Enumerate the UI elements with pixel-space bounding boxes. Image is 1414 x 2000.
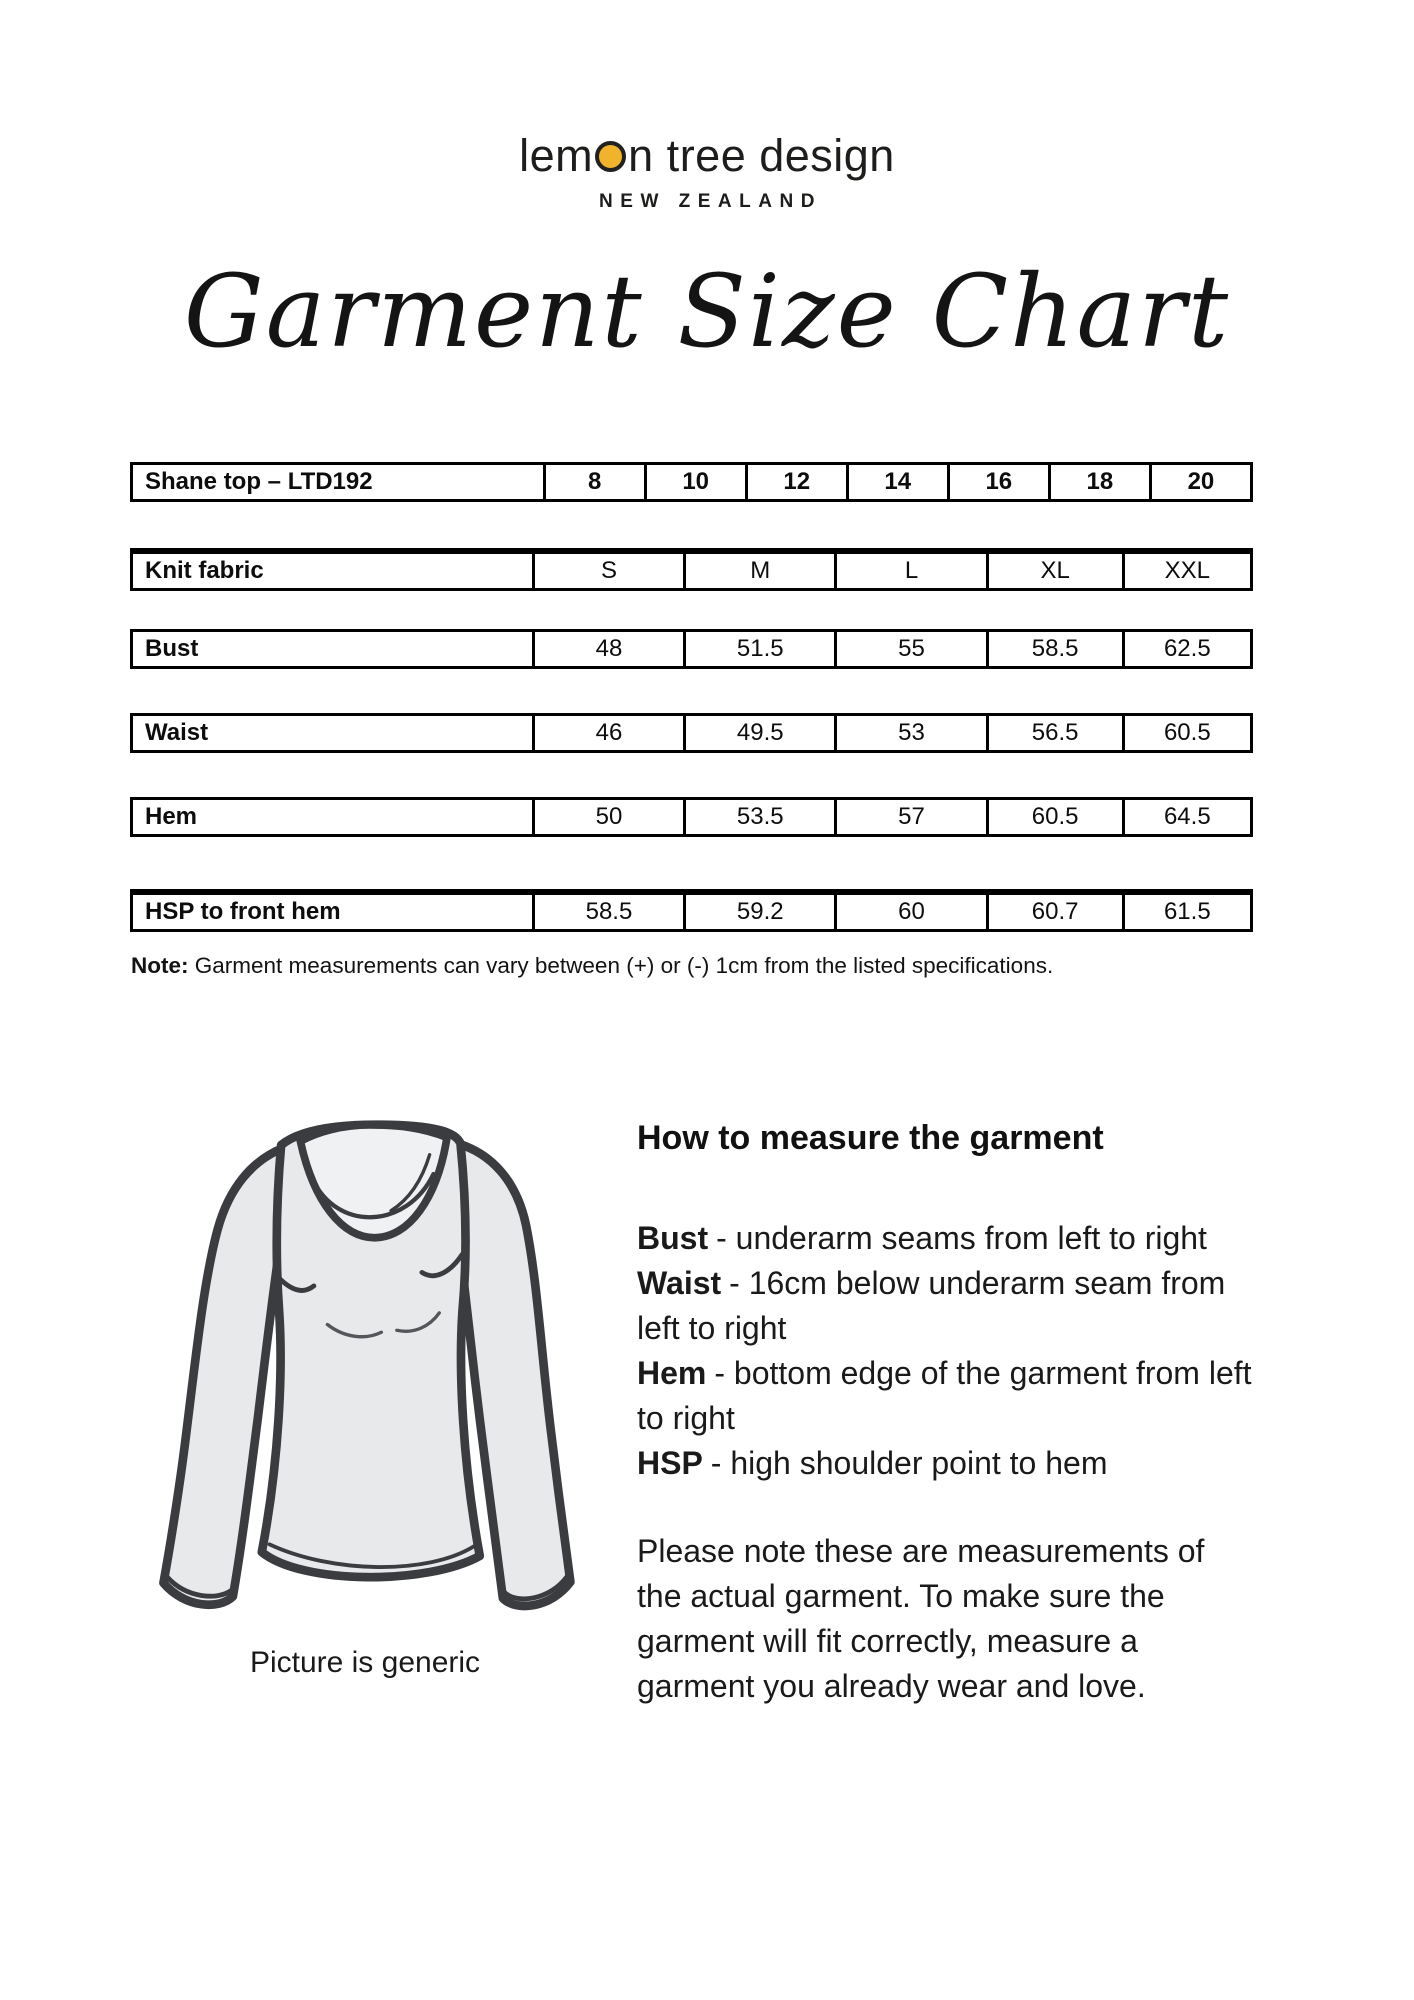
value-cell: 60.5: [1123, 715, 1251, 752]
guide-item-waist: [637, 1261, 1257, 1351]
value-cell: 59.2: [685, 892, 836, 931]
value-cell: 64.5: [1123, 799, 1251, 836]
guide-desc: - 16cm below underarm seam from left to right: [637, 1265, 1226, 1346]
note-label: Note:: [131, 953, 189, 978]
table-row: [132, 892, 1252, 931]
size-table-knit-fabric: [130, 548, 1253, 591]
guide-term: HSP: [637, 1445, 703, 1481]
size-cell: 14: [847, 464, 948, 501]
guide-item-hsp: [637, 1441, 1257, 1486]
value-cell: 58.5: [987, 631, 1123, 668]
value-cell: L: [836, 551, 987, 590]
guide-term: Hem: [637, 1355, 707, 1391]
row-label: Knit fabric: [132, 551, 534, 590]
table-row: [132, 715, 1252, 752]
brand-wordmark-suffix: n tree design: [628, 130, 895, 181]
value-cell: 57: [836, 799, 987, 836]
table-row: [132, 631, 1252, 668]
guide-desc: - underarm seams from left to right: [716, 1220, 1207, 1256]
row-label: Waist: [132, 715, 534, 752]
value-cell: 53.5: [685, 799, 836, 836]
size-chart-tables: [130, 462, 1253, 932]
size-cell: 12: [746, 464, 847, 501]
guide-term: Bust: [637, 1220, 709, 1256]
size-cell: 18: [1049, 464, 1150, 501]
value-cell: 60.7: [987, 892, 1123, 931]
guide-paragraph: Please note these are measurements of the actual garment. To make sure the garment will fit correctly, measure a garment you already wear and love.: [637, 1533, 1205, 1704]
value-cell: 61.5: [1123, 892, 1251, 931]
size-table-bust: [130, 629, 1253, 669]
brand-logo: [0, 130, 1414, 213]
product-size-row: [132, 464, 1252, 501]
value-cell: 62.5: [1123, 631, 1251, 668]
row-label: HSP to front hem: [132, 892, 534, 931]
guide-heading: How to measure the garment: [637, 1119, 1104, 1157]
measurement-tables: [130, 548, 1253, 932]
row-label: Hem: [132, 799, 534, 836]
table-row: [132, 799, 1252, 836]
page-title: Garment Size Chart: [183, 253, 1231, 370]
value-cell: XXL: [1123, 551, 1251, 590]
value-cell: 53: [836, 715, 987, 752]
size-cell: 20: [1150, 464, 1251, 501]
size-cell: 10: [645, 464, 746, 501]
value-cell: 50: [533, 799, 684, 836]
table-row: [132, 551, 1252, 590]
value-cell: 55: [836, 631, 987, 668]
brand-wordmark: [0, 130, 1414, 182]
size-cell: 16: [948, 464, 1049, 501]
garment-figure: [105, 1095, 625, 1681]
value-cell: 60.5: [987, 799, 1123, 836]
figure-caption: Picture is generic: [249, 1646, 481, 1679]
value-cell: 51.5: [685, 631, 836, 668]
value-cell: 48: [533, 631, 684, 668]
guide-item-hem: [637, 1351, 1257, 1441]
size-table-waist: [130, 713, 1253, 753]
size-table-hem: [130, 797, 1253, 837]
guide-term: Waist: [637, 1265, 722, 1301]
guide-desc: - high shoulder point to hem: [710, 1445, 1108, 1481]
value-cell: XL: [987, 551, 1123, 590]
product-label: Shane top – LTD192: [132, 464, 545, 501]
value-cell: M: [685, 551, 836, 590]
guide-item-bust: [637, 1216, 1257, 1261]
measure-guide: [637, 1118, 1257, 1709]
value-cell: 60: [836, 892, 987, 931]
value-cell: S: [533, 551, 684, 590]
value-cell: 56.5: [987, 715, 1123, 752]
value-cell: 46: [533, 715, 684, 752]
size-table-product: [130, 462, 1253, 502]
size-table-hsp-to-front-hem: [130, 889, 1253, 932]
size-cell: 8: [544, 464, 645, 501]
brand-tagline: NEW ZEALAND: [599, 191, 822, 212]
row-label: Bust: [132, 631, 534, 668]
lemon-circle-icon: [595, 141, 626, 172]
note-text: [131, 951, 1053, 981]
note-body: Garment measurements can vary between (+) or (-) 1cm from the listed specifications.: [194, 953, 1054, 978]
value-cell: 58.5: [533, 892, 684, 931]
garment-illustration-icon: [135, 1095, 595, 1635]
brand-wordmark-prefix: lem: [519, 130, 594, 181]
guide-desc: - bottom edge of the garment from left to right: [637, 1355, 1252, 1436]
value-cell: 49.5: [685, 715, 836, 752]
